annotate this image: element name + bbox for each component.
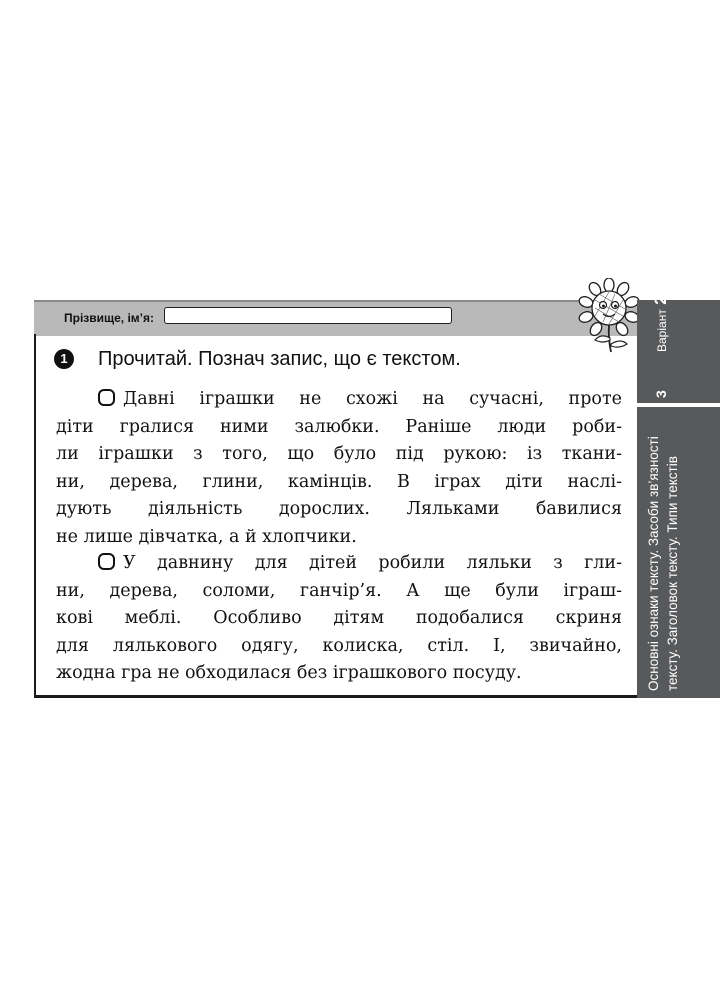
option-2-line-1 xyxy=(56,550,622,578)
topic-line-1: Основні ознаки тексту. Засоби зв’язності xyxy=(646,436,661,691)
option-1-line-6: не лише дівчатка, а й хлопчики. xyxy=(56,526,357,547)
sidebar-topic-panel xyxy=(637,407,720,698)
name-input[interactable] xyxy=(164,307,452,324)
sunflower-mascot-icon xyxy=(575,278,643,354)
name-label: Прізвище, ім’я: xyxy=(64,311,155,325)
option-1-line-1 xyxy=(56,386,622,414)
option-1-checkbox[interactable] xyxy=(98,389,115,406)
variant-number: 2 xyxy=(651,295,670,305)
option-1-line-3: ли іграшки з того, що було під рукою: із ткани- xyxy=(56,444,622,465)
page-number: 3 xyxy=(653,390,669,398)
option-2-line-1-text: У давнину для дітей робили ляльки з гли- xyxy=(123,553,622,573)
topic-line-2: тексту. Заголовок тексту. Типи текстів xyxy=(665,456,680,691)
option-1-line-2: діти гралися ними залюбки. Раніше люди роби- xyxy=(56,416,622,437)
option-2-line-3: кові меблі. Особливо дітям подобалися скриня xyxy=(56,608,622,629)
sidebar-variant-panel xyxy=(637,295,720,403)
option-2-line-2: ни, дерева, соломи, ганчір’я. А ще були іграш- xyxy=(56,580,622,601)
name-header-bar xyxy=(34,300,637,336)
option-2-line-4: для лялькового одягу, колиска, стіл. І, звичайно, xyxy=(56,635,622,656)
task-instruction: Прочитай. Познач запис, що є текстом. xyxy=(98,348,461,370)
task-heading xyxy=(54,346,614,372)
option-2-line-5: жодна гра не обходилася без іграшкового посуду. xyxy=(56,663,522,684)
option-1-line-1-text: Давні іграшки не схожі на сучасні, проте xyxy=(123,389,622,409)
task-number-icon: 1 xyxy=(54,349,74,369)
variant-box xyxy=(651,295,671,352)
page-number-box xyxy=(653,390,671,398)
option-2-checkbox[interactable] xyxy=(98,553,115,570)
option-1-line-4: ни, дерева, глини, камінців. В іграх діти наслі- xyxy=(56,471,622,492)
option-1-line-5: дують діяльність дорослих. Ляльками бавилися xyxy=(56,499,622,520)
option-text-2 xyxy=(56,550,622,688)
variant-label: Варіант xyxy=(655,309,669,352)
option-text-1 xyxy=(56,386,622,552)
